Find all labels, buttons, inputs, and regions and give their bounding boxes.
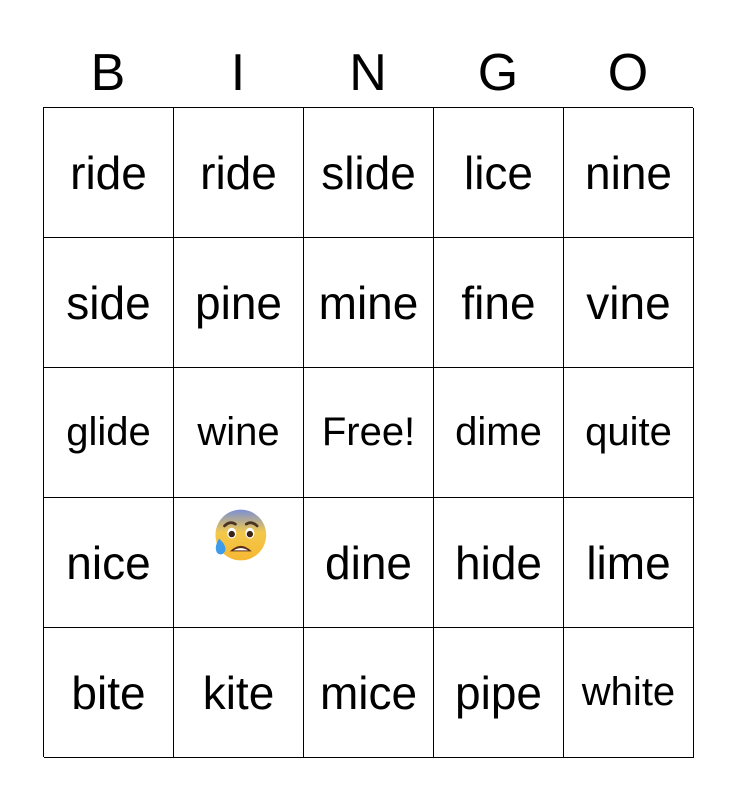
bingo-cell[interactable]: nice [44,498,174,628]
bingo-cell[interactable]: mice [304,628,434,758]
bingo-cell[interactable]: mine [304,238,434,368]
anxious-face-with-sweat-icon [210,506,268,564]
header-letter-n: N [349,44,387,102]
header-letter-i: I [230,44,246,102]
bingo-cell[interactable]: glide [44,368,174,498]
bingo-cell[interactable]: lime [564,498,694,628]
header-letter-o: O [607,44,649,102]
bingo-header [43,40,693,106]
bingo-cell[interactable]: ride [44,108,174,238]
bingo-cell[interactable]: pine [174,238,304,368]
bingo-grid [43,107,693,757]
free-space-cell[interactable]: Free! [304,368,434,498]
bingo-cell[interactable]: white [564,628,694,758]
bingo-cell[interactable]: wine [174,368,304,498]
header-letter-g: G [477,44,519,102]
header-letter-b: B [90,44,126,102]
bingo-cell[interactable]: ride [174,108,304,238]
bingo-cell[interactable]: slide [304,108,434,238]
bingo-cell[interactable]: dime [434,368,564,498]
bingo-cell[interactable]: fine [434,238,564,368]
bingo-cell[interactable]: lice [434,108,564,238]
bingo-cell[interactable]: side [44,238,174,368]
bingo-cell[interactable]: quite [564,368,694,498]
bingo-cell[interactable]: hide [434,498,564,628]
emoji-cell[interactable] [174,498,304,628]
bingo-cell[interactable]: nine [564,108,694,238]
bingo-cell[interactable]: dine [304,498,434,628]
bingo-cell[interactable]: vine [564,238,694,368]
bingo-cell[interactable]: bite [44,628,174,758]
bingo-cell[interactable]: kite [174,628,304,758]
bingo-cell[interactable]: pipe [434,628,564,758]
